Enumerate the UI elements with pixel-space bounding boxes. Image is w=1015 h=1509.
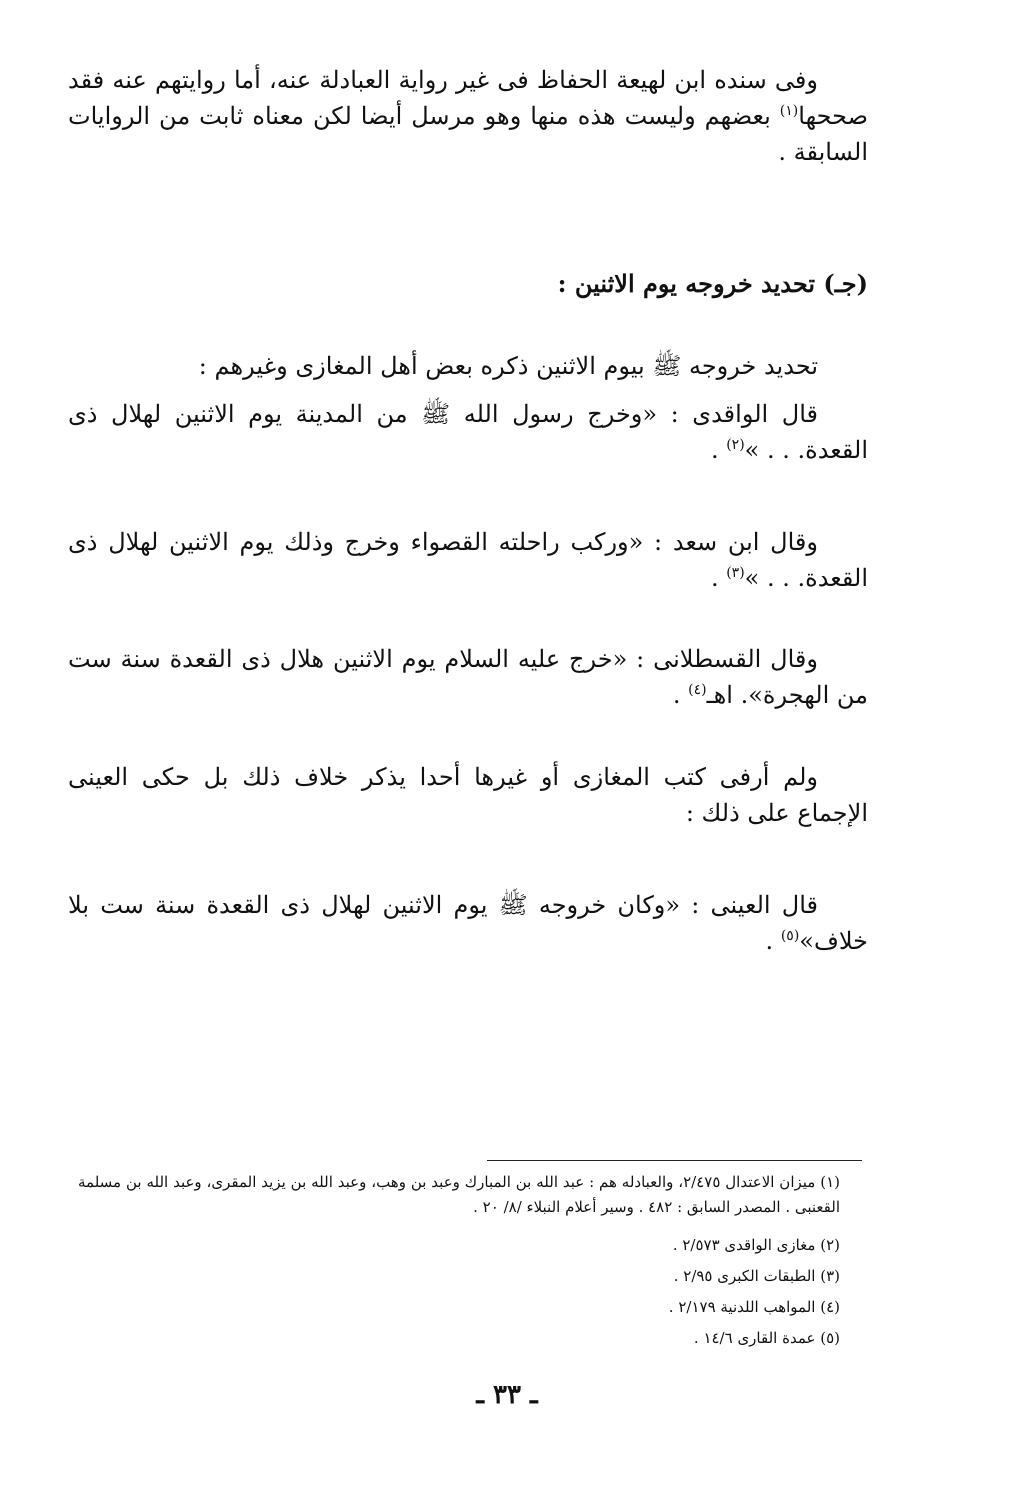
footnote-1: (١) ميزان الاعتدال ٢/٤٧٥، والعبادله هم : عبد الله بن المبارك وعبد بن وهب، وعبد الله بن يزيد المقرى، وعبد الله بن مسلمة القعنبى . المصدر السابق : ٤٨٢ . وسير أعلام النبلاء /٨/ ٢٠ . [78, 1173, 840, 1216]
quote-ibn-saad-text: وقال ابن سعد : «وركب راحلته القصواء وخرج وذلك يوم الاثنين لهلال ذى القعدة. . . » [68, 528, 868, 592]
quote-aini-end: . [765, 927, 781, 955]
quote-qastallani-text: وقال القسطلانى : «خرج عليه السلام يوم الاثنين هلال ذى القعدة سنة ست من الهجرة». اهـ [68, 645, 868, 709]
quote-waqidi [68, 396, 868, 468]
footnote-ref-5: (٥) [780, 928, 800, 944]
paragraph-intro-text: وفى سنده ابن لهيعة الحفاظ فى غير رواية العبادلة عنه، أما روايتهم عنه فقد صححها [68, 66, 868, 130]
footnote-ref-2: (٢) [726, 437, 745, 453]
page-number: ـ ٣٣ ـ [476, 1380, 538, 1410]
footnote-2: (٢) مغازى الواقدى ٢/٥٧٣ . [672, 1236, 840, 1254]
footnote-ref-1: (١) [779, 103, 799, 119]
footnote-5: (٥) عمدة القارى ١٤/٦ . [693, 1329, 840, 1347]
paragraph-dating: تحديد خروجه ﷺ بيوم الاثنين ذكره بعض أهل المغازى وغيرهم : [198, 352, 818, 380]
paragraph-intro [68, 62, 868, 170]
paragraph-intro-continuation: بعضهم وليست هذه منها وهو مرسل أيضا لكن معناه ثابت من الروايات السابقة . [68, 102, 868, 166]
paragraph-consensus: ولم أرفى كتب المغازى أو غيرها أحدا يذكر خلاف ذلك بل حكى العينى الإجماع على ذلك : [68, 763, 868, 827]
quote-qastallani [68, 641, 868, 713]
footnote-4: (٤) المواهب اللدنية ٢/١٧٩ . [668, 1298, 840, 1316]
footnote-separator [487, 1160, 862, 1161]
footnote-ref-4: (٤) [688, 682, 707, 698]
quote-aini-text: قال العينى : «وكان خروجه ﷺ يوم الاثنين لهلال ذى القعدة سنة ست بلا خلاف» [68, 891, 868, 955]
quote-aini [68, 887, 868, 959]
quote-ibn-saad [68, 524, 868, 596]
footnote-3: (٣) الطبقات الكبرى ٢/٩٥ . [673, 1267, 840, 1285]
quote-qastallani-end: . [672, 681, 689, 709]
quote-ibn-saad-end: . [710, 564, 727, 592]
section-heading: (جـ) تحديد خروجه يوم الاثنين : [557, 269, 868, 298]
footnote-ref-3: (٣) [726, 565, 745, 581]
quote-waqidi-end: . [710, 436, 727, 464]
quote-waqidi-text: قال الواقدى : «وخرج رسول الله ﷺ من المدينة يوم الاثنين لهلال ذى القعدة. . . » [68, 400, 868, 464]
